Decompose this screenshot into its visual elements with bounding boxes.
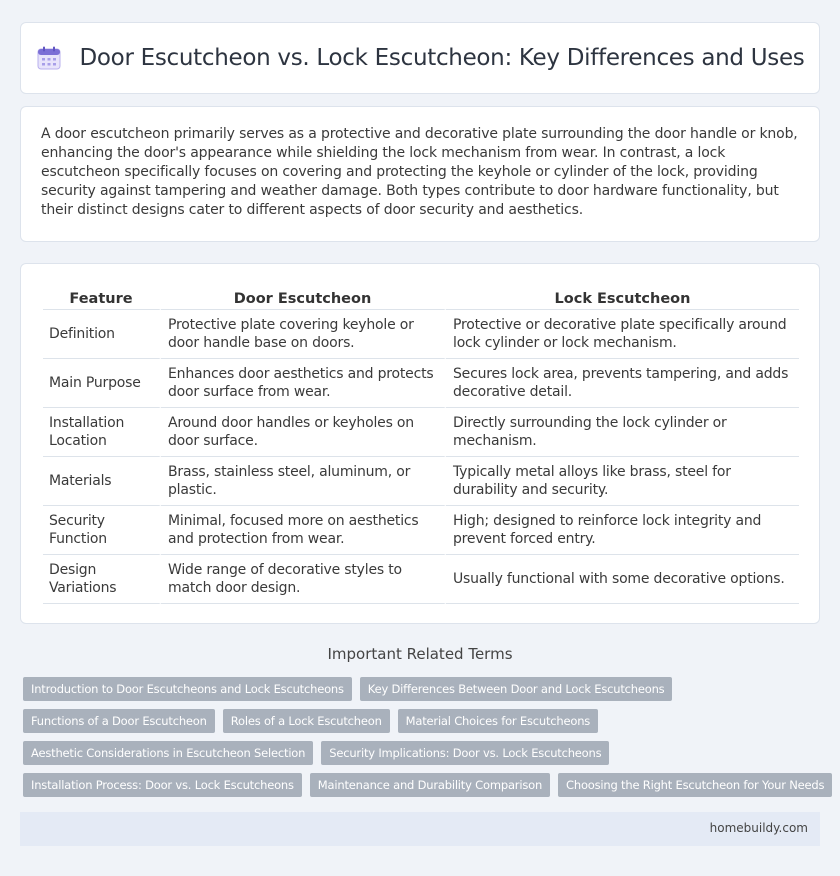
cell-door: Enhances door aesthetics and protects door surface from wear. bbox=[161, 359, 446, 408]
related-term-tag[interactable]: Choosing the Right Escutcheon for Your Needs bbox=[558, 773, 832, 797]
related-terms-list bbox=[23, 677, 823, 805]
cell-lock: Secures lock area, prevents tampering, and adds decorative detail. bbox=[446, 359, 799, 408]
related-term-tag[interactable]: Roles of a Lock Escutcheon bbox=[223, 709, 390, 733]
related-term-tag[interactable]: Material Choices for Escutcheons bbox=[398, 709, 598, 733]
comparison-table bbox=[43, 286, 799, 604]
cell-lock: Protective or decorative plate specifically around lock cylinder or lock mechanism. bbox=[446, 310, 799, 359]
table-row bbox=[43, 408, 799, 457]
table-row bbox=[43, 310, 799, 359]
cell-feature: Definition bbox=[43, 310, 161, 359]
header-card bbox=[20, 22, 820, 94]
cell-feature: Design Variations bbox=[43, 555, 161, 604]
table-row bbox=[43, 555, 799, 604]
table-header-row bbox=[43, 286, 799, 310]
related-term-tag[interactable]: Functions of a Door Escutcheon bbox=[23, 709, 215, 733]
intro-paragraph: A door escutcheon primarily serves as a protective and decorative plate surrounding the door handle or knob, enhancing the door's appearance while shielding the lock mechanism from wear. In contrast, a lock escutcheon specifically focuses on covering and protecting the keyhole or cylinder of the lock, providing security against tampering and weather damage. Both types contribute to door hardware functionality, but their distinct designs cater to different aspects of door security and aesthetics. bbox=[41, 126, 798, 218]
cell-lock: Usually functional with some decorative options. bbox=[446, 555, 799, 604]
calendar-icon bbox=[36, 45, 62, 71]
cell-door: Wide range of decorative styles to match door design. bbox=[161, 555, 446, 604]
related-term-tag[interactable]: Installation Process: Door vs. Lock Escutcheons bbox=[23, 773, 302, 797]
cell-door: Minimal, focused more on aesthetics and protection from wear. bbox=[161, 506, 446, 555]
cell-feature: Main Purpose bbox=[43, 359, 161, 408]
cell-feature: Materials bbox=[43, 457, 161, 506]
table-row bbox=[43, 506, 799, 555]
footer-bar bbox=[20, 812, 820, 846]
cell-door: Protective plate covering keyhole or door handle base on doors. bbox=[161, 310, 446, 359]
related-term-tag[interactable]: Maintenance and Durability Comparison bbox=[310, 773, 550, 797]
footer-site-link[interactable]: homebuildy.com bbox=[709, 821, 808, 835]
related-term-tag[interactable]: Security Implications: Door vs. Lock Escutcheons bbox=[321, 741, 609, 765]
related-term-tag[interactable]: Aesthetic Considerations in Escutcheon Selection bbox=[23, 741, 313, 765]
cell-lock: Typically metal alloys like brass, steel for durability and security. bbox=[446, 457, 799, 506]
column-header-feature: Feature bbox=[43, 286, 161, 310]
cell-door: Brass, stainless steel, aluminum, or plastic. bbox=[161, 457, 446, 506]
intro-card bbox=[20, 106, 820, 242]
column-header-lock-escutcheon: Lock Escutcheon bbox=[446, 286, 799, 310]
cell-feature: Security Function bbox=[43, 506, 161, 555]
page-title: Door Escutcheon vs. Lock Escutcheon: Key Differences and Uses bbox=[79, 45, 805, 71]
cell-lock: Directly surrounding the lock cylinder or mechanism. bbox=[446, 408, 799, 457]
table-row bbox=[43, 359, 799, 408]
related-terms-heading: Important Related Terms bbox=[327, 645, 513, 663]
cell-door: Around door handles or keyholes on door surface. bbox=[161, 408, 446, 457]
column-header-door-escutcheon: Door Escutcheon bbox=[161, 286, 446, 310]
table-row bbox=[43, 457, 799, 506]
related-term-tag[interactable]: Introduction to Door Escutcheons and Lock Escutcheons bbox=[23, 677, 352, 701]
related-term-tag[interactable]: Key Differences Between Door and Lock Escutcheons bbox=[360, 677, 673, 701]
comparison-table-card bbox=[20, 263, 820, 624]
cell-feature: Installation Location bbox=[43, 408, 161, 457]
cell-lock: High; designed to reinforce lock integrity and prevent forced entry. bbox=[446, 506, 799, 555]
